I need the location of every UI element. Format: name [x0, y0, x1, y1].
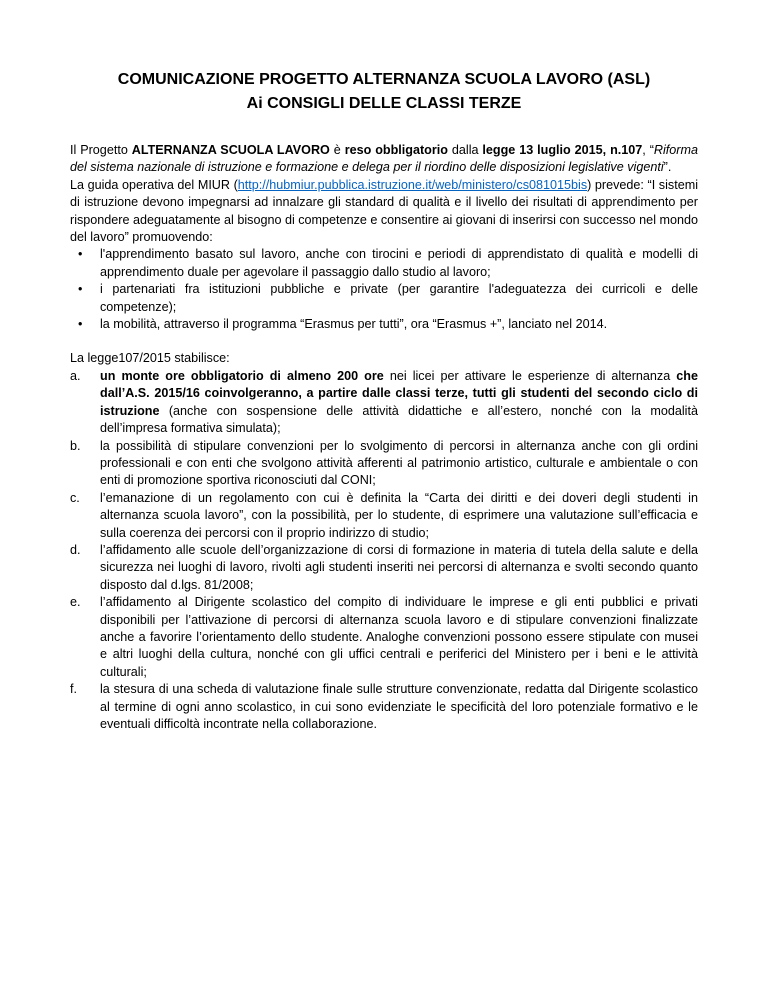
bullet-icon: • [78, 317, 83, 332]
list-item [70, 542, 698, 594]
law-provisions-list [70, 368, 698, 734]
item-a-text-1: nei licei per attivare le esperienze di alternanza [383, 368, 677, 383]
intro-text-4: , “ [642, 143, 654, 157]
intro-bold-law: legge 13 luglio 2015, n.107 [482, 143, 643, 157]
list-item [70, 681, 698, 733]
bullet-list [70, 246, 698, 333]
bullet-icon: • [78, 247, 83, 262]
bullet-item [70, 316, 698, 333]
list-marker: e. [70, 595, 81, 610]
paragraph-spacer [70, 333, 698, 350]
document-subtitle: Ai CONSIGLI DELLE CLASSI TERZE [246, 95, 522, 112]
bullet-text: la mobilità, attraverso il programma “Erasmus per tutti”, ora “Erasmus +”, lanciato nel 2014. [100, 317, 608, 332]
guide-text-2: ) prevede: “I sistemi di istruzione devono impegnarsi ad innalzare gli standard di qualità e il livello dei risultati di apprendimento per rispondere adeguatamente al bisogno di competenze e consentire ai giovani di inserirsi con successo nel mondo del lavoro” promuovendo: [70, 177, 698, 245]
intro-text-3: dalla [447, 143, 483, 157]
bullet-text: l'apprendimento basato sul lavoro, anche con tirocini e periodi di apprendistato di qualità e modelli di apprendimento duale per agevolare il passaggio dallo studio al lavoro; [100, 247, 698, 279]
list-item-text: l’emanazione di un regolamento con cui è definita la “Carta dei diritti e dei doveri degli studenti in alternanza scuola lavoro”, con la possibilità, per lo studente, di esprimere una valutazione sull’efficacia e sulla coerenza dei percorsi con il proprio indirizzo di studio; [100, 490, 698, 540]
miur-guide-link[interactable]: http://hubmiur.pubblica.istruzione.it/web/ministero/cs081015bis [237, 177, 588, 192]
bullet-icon: • [78, 282, 83, 297]
list-marker: f. [70, 682, 77, 697]
intro-text-5: ”. [663, 160, 672, 175]
item-a-text-2: (anche con sospensione delle attività didattiche e all’estero, nonché con la modalità dell’impresa formativa simulata); [100, 403, 698, 436]
list-marker: d. [70, 542, 81, 557]
title-block [70, 68, 698, 116]
list-marker: b. [70, 438, 81, 453]
list-item [70, 594, 698, 681]
list-marker: a. [70, 368, 81, 383]
list-item-text: la possibilità di stipulare convenzioni per lo svolgimento di percorsi in alternanza anche con gli ordini professionali e con enti che svolgono attività afferenti al patrimonio artistico, culturale e ambientale o con enti di promozione sportiva riconosciuti dal CONI; [100, 438, 698, 488]
item-a-bold-2: che dall’A.S. 2015/16 coinvolgeranno, a partire dalle classi terze, tutti gli studenti del secondo ciclo di istruzione [100, 368, 698, 418]
intro-italic-reform: Riforma del sistema nazionale di istruzione e formazione e delega per il riordino delle disposizioni legislative vigenti [70, 143, 698, 175]
intro-bold-mandatory: reso obbligatorio [344, 143, 448, 157]
list-item-text: la stesura di una scheda di valutazione finale sulle strutture convenzionate, redatta dal Dirigente scolastico al termine di ogni anno scolastico, in cui sono evidenziate le specificità del loro potenziale formativo e le eventuali difficoltà incontrate nella collaborazione. [100, 682, 698, 731]
intro-bold-project: ALTERNANZA SCUOLA LAVORO [131, 143, 330, 157]
list-item [70, 368, 698, 438]
list-item-text: l’affidamento al Dirigente scolastico del compito di individuare le imprese e gli enti pubblici e privati disponibili per l’attivazione di percorsi di alternanza scuola lavoro e di stipulare convenzioni finalizzate anche a favorire l’orientamento dello studente. Analoghe convenzioni possono essere stipulate con musei e altri luoghi della cultura, nonché con gli uffici centrali e periferici del Ministero per i beni e le attività culturali; [100, 595, 698, 679]
law-intro: La legge107/2015 stabilisce: [70, 351, 230, 366]
list-item [70, 438, 698, 490]
intro-text-2: è [329, 143, 345, 157]
guide-text-1: La guida operativa del MIUR ( [70, 177, 238, 192]
intro-paragraph [70, 142, 698, 177]
list-marker: c. [70, 490, 80, 505]
item-a-bold-1: un monte ore obbligatorio di almeno 200 ore [100, 368, 384, 383]
bullet-item [70, 281, 698, 316]
bullet-text: i partenariati fra istituzioni pubbliche e private (per garantire l'adeguatezza dei curricoli e delle competenze); [100, 282, 698, 314]
bullet-item [70, 246, 698, 281]
intro-text-1: Il Progetto [70, 143, 132, 157]
guide-paragraph [70, 177, 698, 247]
list-item [70, 490, 698, 542]
list-item-text: l’affidamento alle scuole dell’organizzazione di corsi di formazione in materia di tutela della salute e della sicurezza nei luoghi di lavoro, rivolti agli studenti inseriti nei percorsi di alternanza e svolti secondo quanto disposto dal d.lgs. 81/2008; [100, 542, 698, 592]
document-title: COMUNICAZIONE PROGETTO ALTERNANZA SCUOLA LAVORO (ASL) [117, 71, 651, 88]
